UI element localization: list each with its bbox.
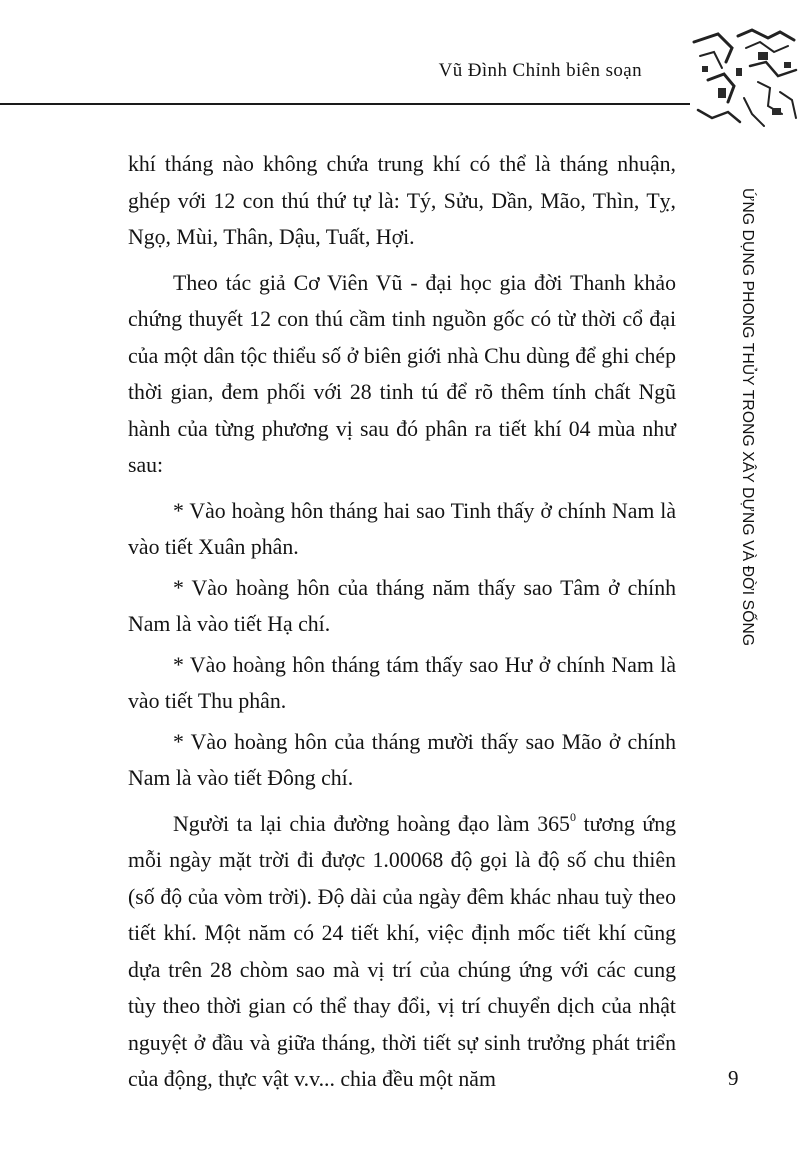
corner-illustration-icon — [688, 22, 800, 134]
paragraph-hoang-dao — [128, 806, 676, 1098]
bullet-thu-phan: * Vào hoàng hôn tháng tám thấy sao Hư ở chính Nam là vào tiết Thu phân. — [128, 652, 676, 713]
degree-superscript: 0 — [569, 809, 576, 824]
bullet-dong-chi: * Vào hoàng hôn của tháng mười thấy sao Mão ở chính Nam là vào tiết Đông chí. — [128, 729, 676, 790]
paragraph-continuation: khí tháng nào không chứa trung khí có thể là tháng nhuận, ghép với 12 con thú thứ tự là: Tý, Sửu, Dần, Mão, Thìn, Tỵ, Ngọ, Mùi, Thân, Dậu, Tuất, Hợi. — [128, 152, 676, 249]
page-body — [128, 146, 676, 1098]
running-head: Vũ Đình Chỉnh biên soạn — [438, 60, 642, 81]
page-number: 9 — [728, 1066, 739, 1090]
hoang-dao-text-start: Người ta lại chia đường hoàng đạo làm 365 — [173, 811, 570, 836]
bullet-xuan-phan: * Vào hoàng hôn tháng hai sao Tinh thấy ở chính Nam là vào tiết Xuân phân. — [128, 498, 676, 559]
paragraph-theo-tac-gia: Theo tác giả Cơ Viên Vũ - đại học gia đời Thanh khảo chứng thuyết 12 con thú cầm tinh nguồn gốc có từ thời cổ đại của một dân tộc thiểu số ở biên giới nhà Chu dùng để ghi chép thời gian, đem phối với 28 tinh tú để rõ thêm tính chất Ngũ hành của từng phương vị sau đó phân ra tiết khí 04 mùa như sau: — [128, 270, 676, 477]
side-running-title: ỨNG DỤNG PHONG THỦY TRONG XÂY DỰNG VÀ ĐỜI SỐNG — [739, 188, 756, 647]
hoang-dao-text-rest: tương ứng mỗi ngày mặt trời đi được 1.00068 độ gọi là độ số chu thiên (số độ của vòm trời). Độ dài của ngày đêm khác nhau tuỳ theo tiết khí. Một năm có 24 tiết khí, việc định mốc tiết khí cũng dựa trên 28 chòm sao mà vị trí của chúng ứng với các cung tùy theo thời gian có thể thay đổi, vị trí chuyển dịch của nhật nguyệt ở đầu và giữa tháng, thời tiết sự sinh trưởng phát triển của động, thực vật v.v... chia đều một năm — [128, 811, 677, 1091]
bullet-ha-chi: * Vào hoàng hôn của tháng năm thấy sao Tâm ở chính Nam là vào tiết Hạ chí. — [128, 575, 676, 636]
header-rule — [0, 103, 690, 105]
